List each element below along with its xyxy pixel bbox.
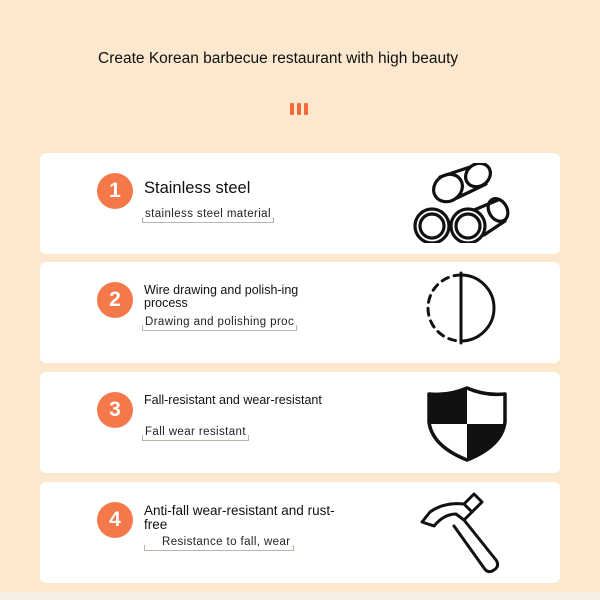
accent-divider bbox=[290, 103, 308, 115]
accent-bar bbox=[290, 103, 294, 115]
feature-title: Wire drawing and polish-ing process bbox=[144, 283, 299, 310]
feature-number-badge: 1 bbox=[97, 173, 133, 209]
shield-icon bbox=[422, 384, 512, 464]
feature-number-badge: 4 bbox=[97, 502, 133, 538]
steel-pipes-icon bbox=[410, 163, 510, 243]
feature-card-stainless-steel bbox=[40, 153, 560, 254]
feature-subtitle: stainless steel material bbox=[142, 208, 274, 223]
feature-number-badge: 3 bbox=[97, 392, 133, 428]
feature-card-wire-drawing bbox=[40, 262, 560, 363]
accent-bar bbox=[297, 103, 301, 115]
feature-title: Fall-resistant and wear-resistant bbox=[144, 393, 322, 407]
feature-card-fall-resistant bbox=[40, 372, 560, 473]
feature-subtitle: Drawing and polishing proc bbox=[142, 316, 297, 331]
page-headline: Create Korean barbecue restaurant with high beauty bbox=[98, 50, 459, 67]
accent-bar bbox=[304, 103, 308, 115]
feature-title: Stainless steel bbox=[144, 179, 251, 197]
feature-title: Anti-fall wear-resistant and rust-free bbox=[144, 503, 335, 532]
feature-subtitle: Resistance to fall, wear bbox=[144, 536, 294, 551]
feature-number-badge: 2 bbox=[97, 282, 133, 318]
bottom-strip bbox=[0, 592, 600, 600]
feature-card-rust-free bbox=[40, 482, 560, 583]
hammer-icon bbox=[416, 490, 506, 580]
feature-subtitle: Fall wear resistant bbox=[142, 426, 249, 441]
half-circle-icon bbox=[421, 270, 501, 350]
